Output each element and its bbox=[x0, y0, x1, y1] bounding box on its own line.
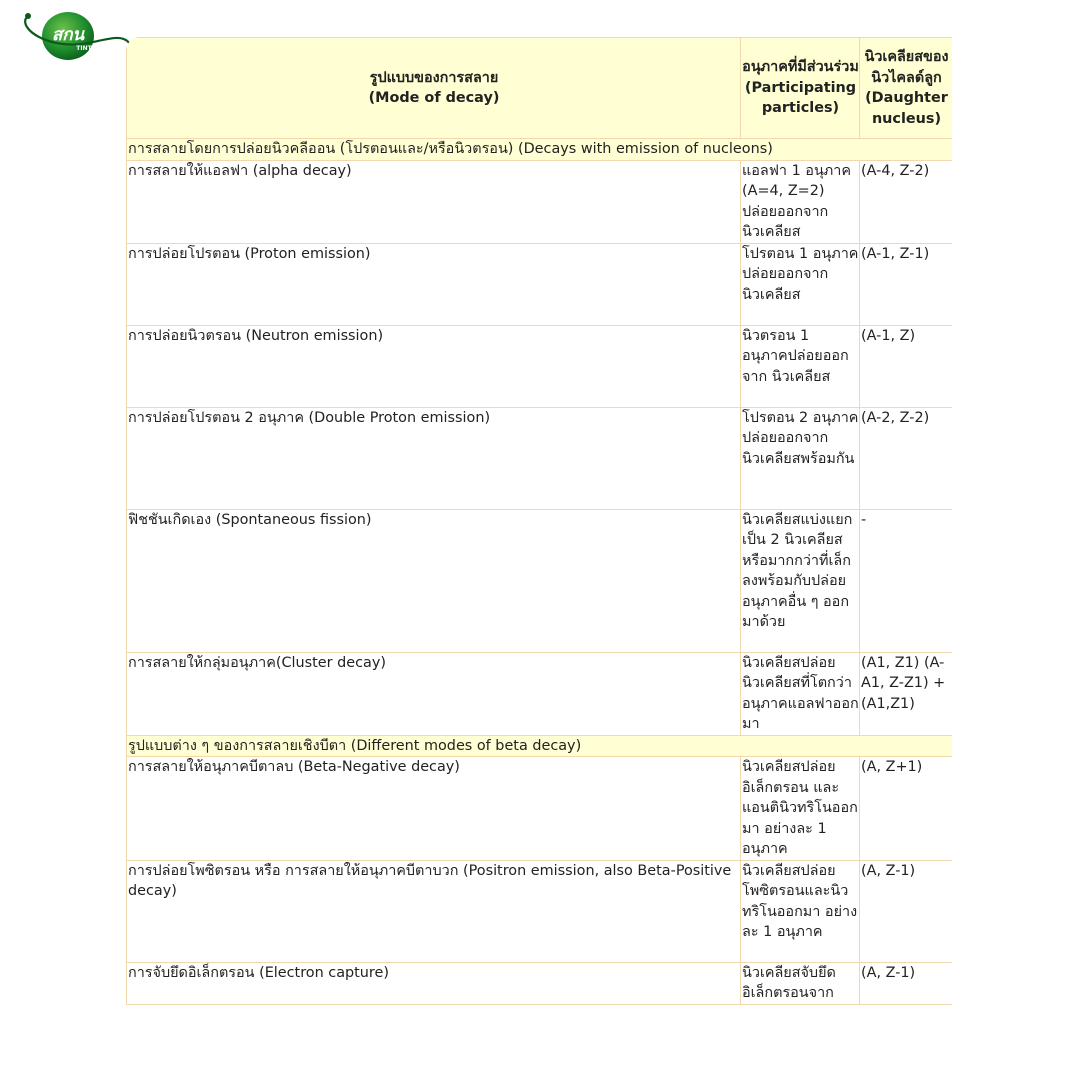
section-title: การสลายโดยการปล่อยนิวคลีออน (โปรตอนและ/หรือนิวตรอน) (Decays with emission of nucleons) bbox=[127, 139, 953, 161]
table-row bbox=[127, 325, 953, 407]
daughter-cell: (A-1, Z-1) bbox=[860, 243, 953, 325]
particles-cell: นิวเคลียสปล่อยอิเล็กตรอน และแอนตินิวทริโนออกมา อย่างละ 1 อนุภาค bbox=[741, 757, 860, 861]
mode-cell: การสลายให้อนุภาคบีตาลบ (Beta-Negative decay) bbox=[127, 757, 741, 861]
table-row bbox=[127, 962, 953, 1004]
daughter-cell: (A1, Z1) (A-A1, Z-Z1) + (A1,Z1) bbox=[860, 652, 953, 735]
mode-cell: การปล่อยโปรตอน (Proton emission) bbox=[127, 243, 741, 325]
logo-text: สกน bbox=[51, 25, 85, 45]
particles-cell: นิวเคลียสแบ่งแยกเป็น 2 นิวเคลียส หรือมากกว่าที่เล็กลงพร้อมกับปล่อยอนุภาคอื่น ๆ ออกมาด้วย bbox=[741, 509, 860, 652]
mode-cell: การสลายให้กลุ่มอนุภาค(Cluster decay) bbox=[127, 652, 741, 735]
particles-cell: โปรตอน 1 อนุภาคปล่อยออกจาก นิวเคลียส bbox=[741, 243, 860, 325]
mode-cell: ฟิชชันเกิดเอง (Spontaneous fission) bbox=[127, 509, 741, 652]
table-row bbox=[127, 407, 953, 509]
daughter-cell: (A-2, Z-2) bbox=[860, 407, 953, 509]
mode-cell: การปล่อยนิวตรอน (Neutron emission) bbox=[127, 325, 741, 407]
decay-modes-table bbox=[126, 37, 952, 1005]
mode-cell: การสลายให้แอลฟา (alpha decay) bbox=[127, 160, 741, 243]
daughter-cell: (A, Z+1) bbox=[860, 757, 953, 861]
particles-cell: โปรตอน 2 อนุภาคปล่อยออกจาก นิวเคลียสพร้อมกัน bbox=[741, 407, 860, 509]
header-particles: อนุภาคที่มีส่วนร่วม (Participating particles) bbox=[741, 38, 860, 139]
table-row bbox=[127, 160, 953, 243]
header-daughter: นิวเคลียสของนิวไคลด์ลูก (Daughter nucleus) bbox=[860, 38, 953, 139]
table-row bbox=[127, 509, 953, 652]
table-row bbox=[127, 652, 953, 735]
mode-cell: การปล่อยโปรตอน 2 อนุภาค (Double Proton emission) bbox=[127, 407, 741, 509]
daughter-cell: (A, Z-1) bbox=[860, 962, 953, 1004]
decay-table-container bbox=[126, 37, 952, 1005]
daughter-cell: - bbox=[860, 509, 953, 652]
mode-cell: การปล่อยโพซิตรอน หรือ การสลายให้อนุภาคบีตาบวก (Positron emission, also Beta-Positive decay) bbox=[127, 860, 741, 962]
table-row bbox=[127, 860, 953, 962]
daughter-cell: (A-1, Z) bbox=[860, 325, 953, 407]
daughter-cell: (A, Z-1) bbox=[860, 860, 953, 962]
section-title: รูปแบบต่าง ๆ ของการสลายเชิงบีตา (Different modes of beta decay) bbox=[127, 735, 953, 757]
table-row bbox=[127, 757, 953, 861]
logo-subtext: TINT bbox=[76, 45, 92, 52]
section-row-nucleon-emission bbox=[127, 139, 953, 161]
tint-logo bbox=[18, 10, 138, 70]
daughter-cell: (A-4, Z-2) bbox=[860, 160, 953, 243]
mode-cell: การจับยึดอิเล็กตรอน (Electron capture) bbox=[127, 962, 741, 1004]
header-row bbox=[127, 38, 953, 139]
particles-cell: แอลฟา 1 อนุภาค (A=4, Z=2) ปล่อยออกจากนิวเคลียส bbox=[741, 160, 860, 243]
header-mode: รูปแบบของการสลาย (Mode of decay) bbox=[127, 38, 741, 139]
table-row bbox=[127, 243, 953, 325]
particles-cell: นิวเคลียสปล่อยโพซิตรอนและนิวทริโนออกมา อย่างละ 1 อนุภาค bbox=[741, 860, 860, 962]
particles-cell: นิวเคลียสปล่อยนิวเคลียสที่โตกว่าอนุภาคแอลฟาออกมา bbox=[741, 652, 860, 735]
section-row-beta-decay bbox=[127, 735, 953, 757]
tint-logo-graphic bbox=[18, 10, 138, 70]
particles-cell: นิวเคลียสจับยึดอิเล็กตรอนจาก bbox=[741, 962, 860, 1004]
particles-cell: นิวตรอน 1 อนุภาคปล่อยออกจาก นิวเคลียส bbox=[741, 325, 860, 407]
